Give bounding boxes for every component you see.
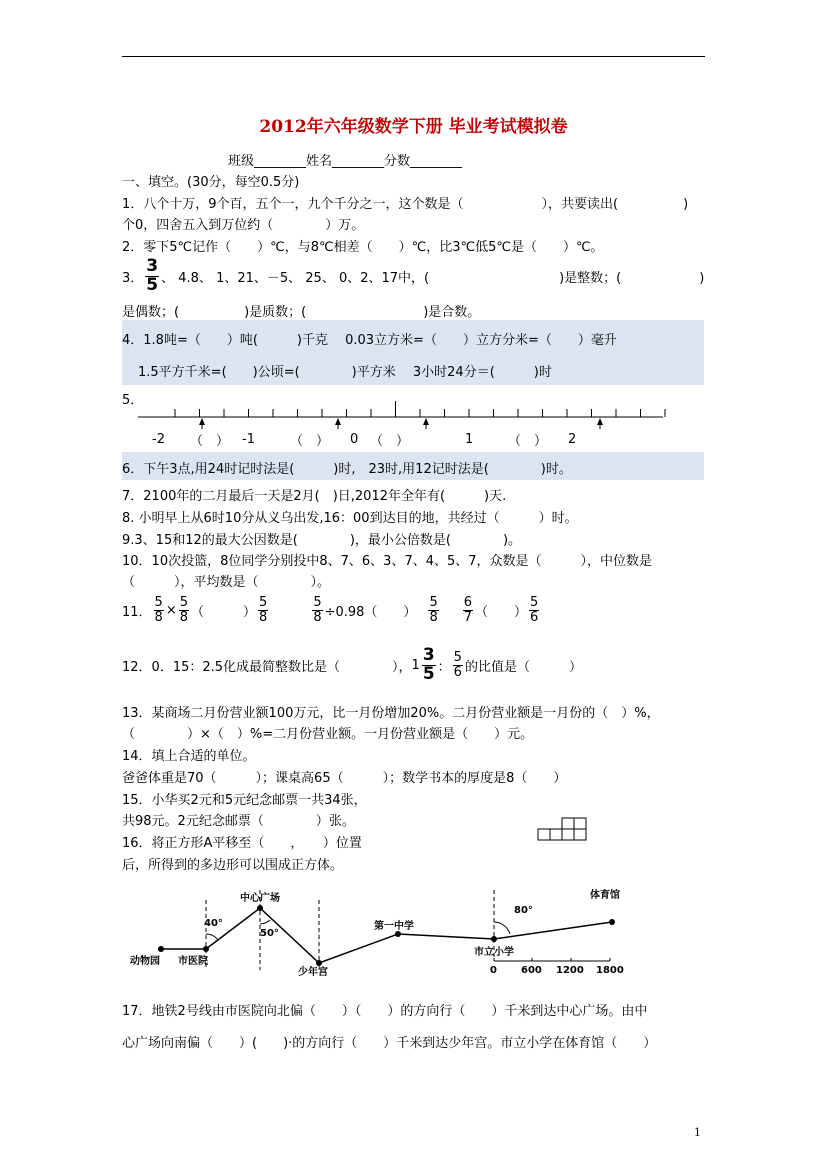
question-13-line-1: 13．某商场二月份营业额100万元，比一月份增加20%。二月份营业额是一月份的（ ）%， <box>122 706 660 721</box>
fraction-denominator: 7 <box>463 609 472 625</box>
question-9: 9.3、15和12的最大公因数是( )，最小公倍数是( )。 <box>122 533 522 548</box>
question-14: 14．填上合适的单位。 <box>122 749 256 764</box>
number-line-blank: （ ） <box>290 434 330 449</box>
fraction <box>529 596 539 624</box>
fraction <box>258 596 268 624</box>
question-15-line-1: 15．小华买2元和5元纪念邮票一共34张， <box>122 793 367 808</box>
fraction-numerator: 3 <box>146 256 159 276</box>
fraction <box>312 596 322 624</box>
student-info-line: 班级________姓名________分数________ <box>228 154 463 169</box>
fraction <box>154 596 164 624</box>
question-17-line-1: 17．地铁2号线由市医院向北偏（ ）（ ）的方向行（ ）千米到达中心广场。由中 <box>122 1004 648 1019</box>
question-2: 2．零下5℃记作（ ）℃，与8℃相差（ ）℃，比3℃低5℃是（ ）℃。 <box>122 240 604 255</box>
fraction <box>463 596 473 624</box>
map-scale-label: 0 <box>490 965 497 976</box>
question-4-line-1: 4．1.8吨=（ ）吨( )千克 0.03立方米=（ ）立方分米=（ ）毫升 <box>122 333 617 348</box>
question-12-text: 12．0．15：2.5化成最简整数比是（ ）， <box>122 659 412 675</box>
fraction-numerator: 5 <box>154 595 163 610</box>
fraction-denominator: 6 <box>453 664 462 680</box>
question-6: 6．下午3点,用24时记时法是( )时, 23时,用12记时法是( )时。 <box>122 462 572 477</box>
number-line-blank: （ ） <box>370 434 410 449</box>
fraction-numerator: 5 <box>530 595 539 610</box>
fraction-denominator: 6 <box>530 609 539 625</box>
question-11-number: 11． <box>122 604 152 620</box>
map-angle-80: 80° <box>514 905 533 916</box>
header-rule <box>122 56 705 57</box>
fraction <box>422 647 436 684</box>
fraction <box>179 596 189 624</box>
question-3-fraction <box>145 258 159 295</box>
question-3-number: 3． <box>122 270 144 286</box>
map-label-school-1: 第一中学 <box>374 921 414 932</box>
fraction-numerator: 5 <box>313 595 322 610</box>
fraction-denominator: 8 <box>313 609 322 625</box>
map-angle-40: 40° <box>204 918 223 929</box>
question-3-line-2: 是偶数；( )是质数；( )是合数。 <box>122 305 481 320</box>
question-10-line-2: （ ），平均数是（ ）。 <box>122 575 331 590</box>
fraction <box>428 596 438 624</box>
question-11 <box>122 596 541 624</box>
map-scale-label: 600 <box>521 965 542 976</box>
number-line-blank: （ ） <box>508 434 548 449</box>
question-13-line-2: （ ）×（ ）%=二月份营业额。一月份营业额是（ ）元。 <box>122 727 534 742</box>
question-10-line-1: 10．10次投篮，8位同学分别投中8、7、6、3、7、4、5、7，众数是（ ），中位数是 <box>122 554 653 569</box>
fraction-denominator: 8 <box>429 609 438 625</box>
question-5-number: 5． <box>122 393 144 408</box>
colon: ： <box>437 659 451 675</box>
map-label-youth-palace: 少年宫 <box>298 967 328 978</box>
fraction-numerator: 5 <box>429 595 438 610</box>
number-line-label: 1 <box>465 432 474 447</box>
fraction <box>453 651 463 679</box>
fraction-denominator: 8 <box>179 609 189 625</box>
question-12 <box>122 647 582 684</box>
question-14-units: 爸爸体重是70（ ）；课桌高65（ ）；数学书本的厚度是8（ ） <box>122 771 567 786</box>
map-angle-50: 50° <box>260 928 279 939</box>
map-label-school-2: 市立小学 <box>474 947 514 958</box>
map-scale-label: 1200 <box>556 965 584 976</box>
question-3-line-1 <box>122 258 704 295</box>
question-16-line-1: 16．将正方形A平移至（ ， ）位置 <box>122 836 362 851</box>
number-line-blank: （ ） <box>190 434 230 449</box>
fraction-numerator: 5 <box>453 650 462 666</box>
map-label-gym: 体育馆 <box>590 890 620 901</box>
question-12-suffix: 的比值是（ ） <box>464 659 582 675</box>
number-line-label: -1 <box>242 432 255 447</box>
answer-blank: （ ） <box>475 604 528 620</box>
fraction-numerator: 6 <box>463 595 472 610</box>
fraction-numerator: 5 <box>179 595 189 610</box>
map-label-center-square: 中心广场 <box>240 893 280 904</box>
question-17-line-2: 心广场向南偏（ ）( )·的方向行（ ）千米到达少年宫。市立小学在体育馆（ ） <box>122 1036 657 1051</box>
fraction-numerator: 3 <box>422 645 435 665</box>
question-8: 8. 小明早上从6时10分从义乌出发,16：00到达目的地，共经过（ ）时。 <box>122 511 578 526</box>
operator: × <box>165 602 177 618</box>
question-16-line-2: 后，所得到的多边形可以围成正方体。 <box>122 858 344 873</box>
question-4-line-2: 1.5平方千米=( )公顷=( )平方米 3小时24分＝( )时 <box>138 365 552 380</box>
question-7: 7．2100年的二月最后一天是2月( )日,2012年全年有( )天. <box>122 489 507 504</box>
number-line-label: 0 <box>350 432 359 447</box>
map-label-zoo: 动物园 <box>130 956 160 967</box>
question-1-line-1: 1．八个十万，9个百，五个一，九个千分之一，这个数是（ ），共要读出( ) <box>122 197 689 212</box>
question-3-text: 、 4.8、 1、21、－5、 25、 0、2、17中，( )是整数；( ) <box>161 270 705 286</box>
fraction-denominator: 5 <box>422 663 435 684</box>
answer-blank: （ ） <box>191 604 257 620</box>
page-title: 2012年六年级数学下册 毕业考试模拟卷 <box>259 117 568 137</box>
fraction-denominator: 8 <box>259 609 268 625</box>
section-heading: 一、填空。(30分，每空0.5分) <box>122 175 300 190</box>
question-15-line-2: 共98元。2元纪念邮票（ ）张。 <box>122 814 355 829</box>
number-line-label: 2 <box>568 432 577 447</box>
cube-net-figure <box>536 816 590 842</box>
question-1-line-2: 个0，四舍五入到万位约（ ）万。 <box>122 218 365 233</box>
fraction-numerator: 5 <box>259 595 268 610</box>
map-scale-label: 1800 <box>596 965 624 976</box>
fraction-denominator: 5 <box>146 274 159 295</box>
map-label-hospital: 市医院 <box>178 956 208 967</box>
page-number: 1 <box>694 1126 701 1139</box>
number-line-label: -2 <box>152 432 165 447</box>
operator: ÷0.98（ ） <box>324 604 417 620</box>
fraction-denominator: 8 <box>154 609 163 625</box>
mixed-number-whole: 1 <box>411 657 420 673</box>
